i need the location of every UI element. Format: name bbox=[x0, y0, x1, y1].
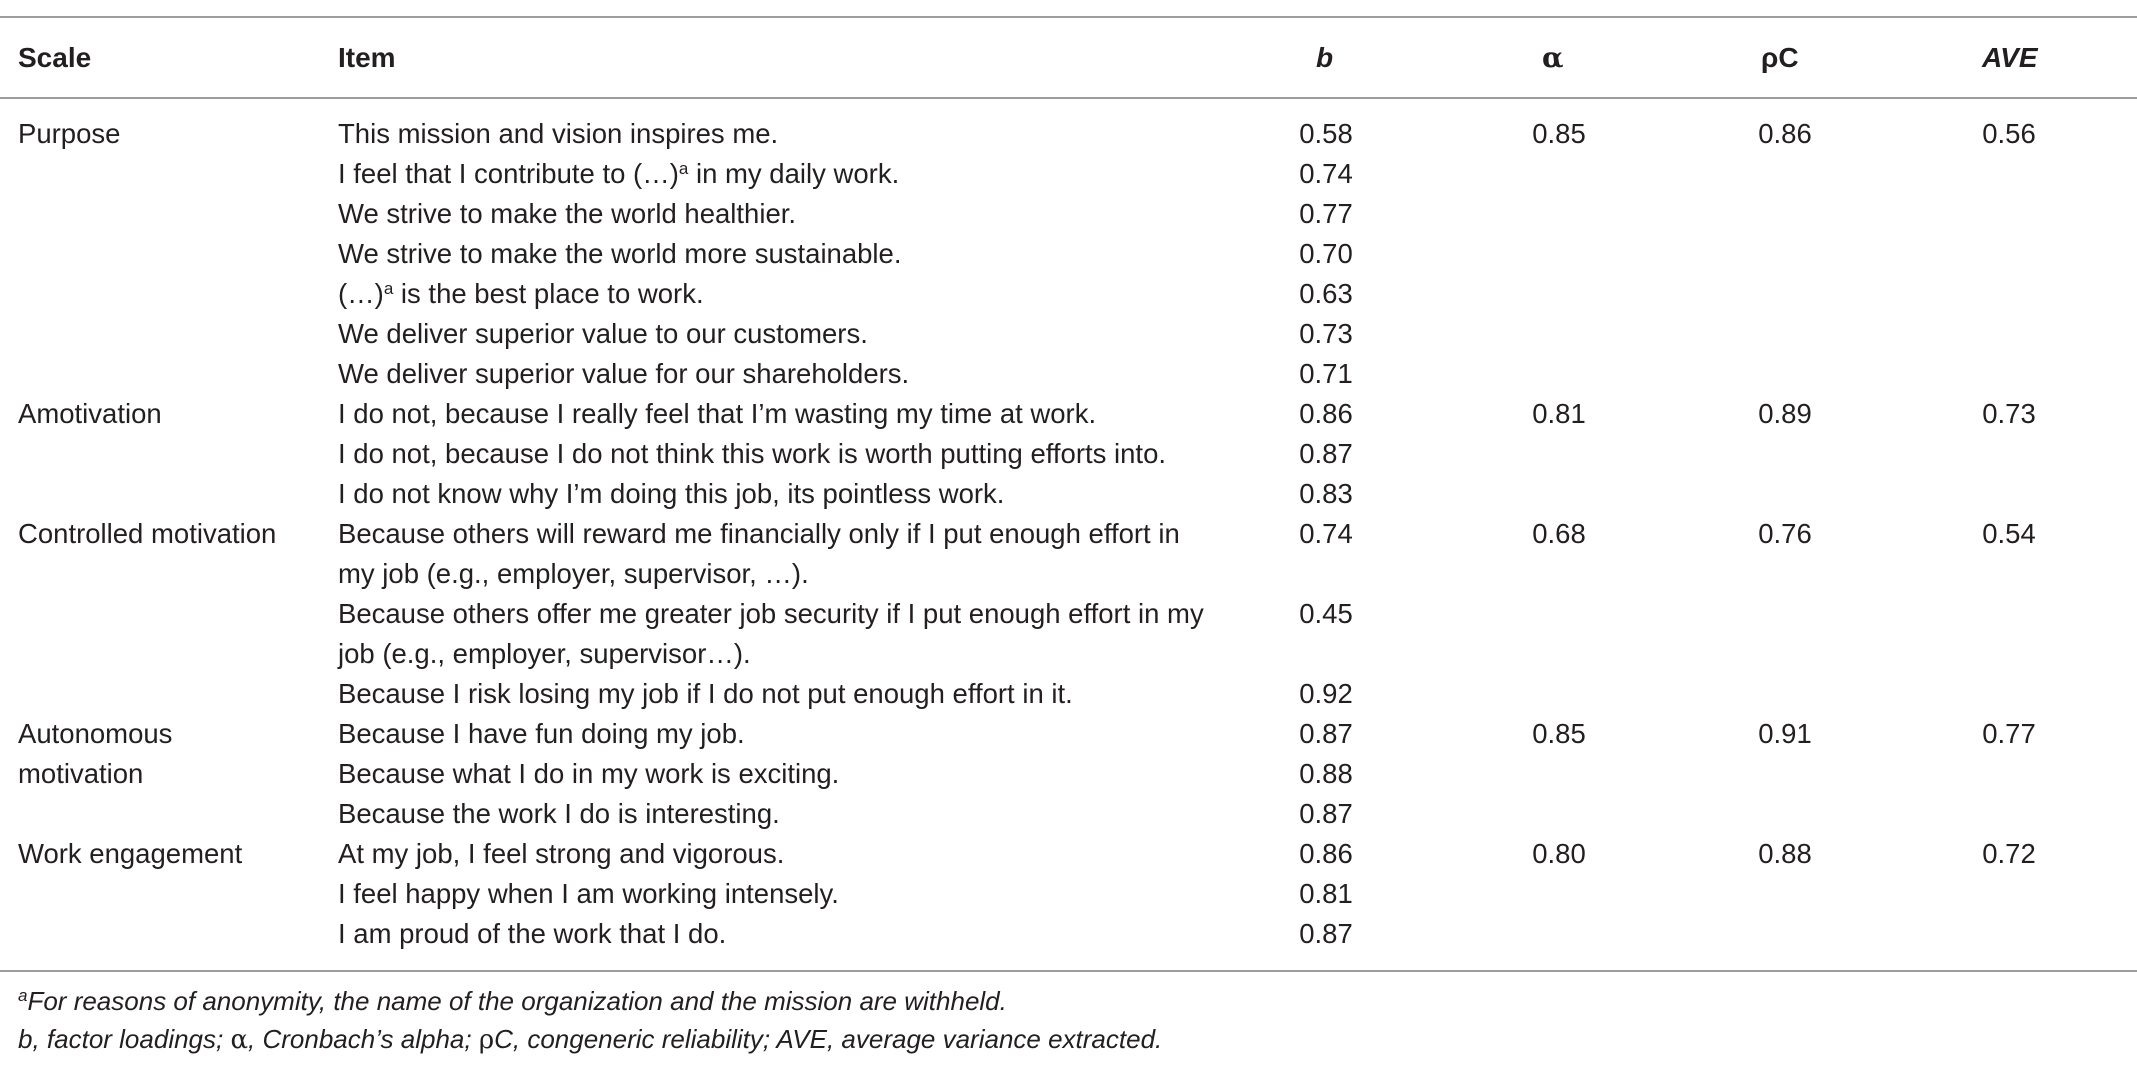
item-cell: Because the work I do is interesting. bbox=[338, 798, 780, 829]
header-scale: Scale bbox=[18, 42, 92, 73]
ave-cell: 0.56 bbox=[1982, 118, 2036, 149]
table-bottom-rule bbox=[0, 970, 2137, 972]
item-cell: Because I have fun doing my job. bbox=[338, 718, 745, 749]
item-cell: We deliver superior value for our shareholders. bbox=[338, 358, 910, 389]
footnote-marker: a bbox=[678, 159, 689, 178]
loading-cell: 0.87 bbox=[1299, 918, 1353, 949]
item-cell: We deliver superior value to our customers. bbox=[338, 318, 868, 349]
table-body bbox=[0, 114, 2137, 954]
footnote-marker: a bbox=[18, 986, 28, 1005]
loading-cell: 0.88 bbox=[1299, 758, 1353, 789]
table-row bbox=[0, 394, 2137, 434]
item-cell: I do not know why I’m doing this job, its pointless work. bbox=[338, 478, 1005, 509]
item-cell: Because others will reward me financially only if I put enough effort in my job (e.g., employer, supervisor, …). bbox=[338, 518, 1180, 589]
footnote-a: $^a$For reasons of anonymity, the name of the organization and the mission are withheld. bbox=[18, 986, 1007, 1016]
scale-cell: Work engagement bbox=[18, 838, 243, 869]
table-row bbox=[0, 474, 2137, 514]
table-row bbox=[0, 794, 2137, 834]
item-cell: I do not, because I do not think this work is worth putting efforts into. bbox=[338, 438, 1167, 469]
loading-cell: 0.74 bbox=[1299, 518, 1353, 549]
table-footnotes bbox=[18, 982, 2118, 1059]
loading-cell: 0.73 bbox=[1299, 318, 1353, 349]
loading-cell: 0.58 bbox=[1299, 118, 1353, 149]
alpha-cell: 0.68 bbox=[1532, 518, 1586, 549]
header-item: Item bbox=[338, 42, 396, 73]
rho-cell: 0.76 bbox=[1758, 518, 1812, 549]
footnote-marker: a bbox=[383, 279, 394, 298]
ave-cell: 0.54 bbox=[1982, 518, 2036, 549]
ave-cell: 0.77 bbox=[1982, 718, 2036, 749]
table-row bbox=[0, 154, 2137, 194]
item-cell: I feel happy when I am working intensely. bbox=[338, 878, 839, 909]
table-row bbox=[0, 594, 2137, 674]
loading-cell: 0.81 bbox=[1299, 878, 1353, 909]
loading-cell: 0.83 bbox=[1299, 478, 1353, 509]
loading-cell: 0.70 bbox=[1299, 238, 1353, 269]
loading-cell: 0.71 bbox=[1299, 358, 1353, 389]
table-row bbox=[0, 234, 2137, 274]
item-cell: I am proud of the work that I do. bbox=[338, 918, 727, 949]
ave-cell: 0.72 bbox=[1982, 838, 2036, 869]
table-row bbox=[0, 914, 2137, 954]
table-row bbox=[0, 874, 2137, 914]
item-cell: Because I risk losing my job if I do not put enough effort in it. bbox=[338, 678, 1073, 709]
table-row bbox=[0, 754, 2137, 794]
table-header-rule bbox=[0, 97, 2137, 99]
table-row bbox=[0, 434, 2137, 474]
loading-cell: 0.87 bbox=[1299, 798, 1353, 829]
table-row bbox=[0, 274, 2137, 314]
item-cell: Because what I do in my work is exciting. bbox=[338, 758, 840, 789]
loading-cell: 0.77 bbox=[1299, 198, 1353, 229]
table-row bbox=[0, 194, 2137, 234]
table-row bbox=[0, 354, 2137, 394]
alpha-cell: 0.85 bbox=[1532, 118, 1586, 149]
footnote-abbreviations: b, factor loadings; α, Cronbach’s alpha; ρC, congeneric reliability; AVE, average variance extracted. bbox=[18, 1024, 1163, 1055]
item-cell: I feel that I contribute to (…)$^a$ in my daily work. bbox=[338, 158, 900, 189]
scale-cell: Purpose bbox=[18, 118, 121, 149]
item-cell: We strive to make the world more sustainable. bbox=[338, 238, 902, 269]
alpha-cell: 0.85 bbox=[1532, 718, 1586, 749]
rho-cell: 0.88 bbox=[1758, 838, 1812, 869]
alpha-cell: 0.80 bbox=[1532, 838, 1586, 869]
loading-cell: 0.92 bbox=[1299, 678, 1353, 709]
table-row bbox=[0, 674, 2137, 714]
loading-cell: 0.74 bbox=[1299, 158, 1353, 189]
item-cell: We strive to make the world healthier. bbox=[338, 198, 797, 229]
table-header bbox=[0, 0, 2137, 97]
scale-cell: Autonomous motivation bbox=[18, 718, 173, 789]
item-cell: At my job, I feel strong and vigorous. bbox=[338, 838, 785, 869]
header-ave: AVE bbox=[1982, 42, 2038, 73]
scale-cell: Controlled motivation bbox=[18, 518, 277, 549]
loading-cell: 0.63 bbox=[1299, 278, 1353, 309]
header-alpha: α bbox=[1542, 41, 1564, 74]
item-cell: Because others offer me greater job security if I put enough effort in my job (e.g., employer, supervisor…). bbox=[338, 598, 1204, 669]
rho-cell: 0.86 bbox=[1758, 118, 1812, 149]
item-cell: I do not, because I really feel that I’m wasting my time at work. bbox=[338, 398, 1097, 429]
loading-cell: 0.87 bbox=[1299, 718, 1353, 749]
table-row bbox=[0, 514, 2137, 594]
alpha-cell: 0.81 bbox=[1532, 398, 1586, 429]
loading-cell: 0.45 bbox=[1299, 598, 1353, 629]
table-row bbox=[0, 314, 2137, 354]
item-cell: This mission and vision inspires me. bbox=[338, 118, 779, 149]
loading-cell: 0.87 bbox=[1299, 438, 1353, 469]
scale-cell: Amotivation bbox=[18, 398, 162, 429]
item-cell: (…)$^a$ is the best place to work. bbox=[338, 278, 704, 309]
header-rho: ρC bbox=[1761, 42, 1799, 73]
loading-cell: 0.86 bbox=[1299, 398, 1353, 429]
rho-cell: 0.91 bbox=[1758, 718, 1812, 749]
table-row bbox=[0, 114, 2137, 154]
ave-cell: 0.73 bbox=[1982, 398, 2036, 429]
header-b: b bbox=[1316, 42, 1334, 73]
loading-cell: 0.86 bbox=[1299, 838, 1353, 869]
rho-cell: 0.89 bbox=[1758, 398, 1812, 429]
table-row bbox=[0, 834, 2137, 874]
